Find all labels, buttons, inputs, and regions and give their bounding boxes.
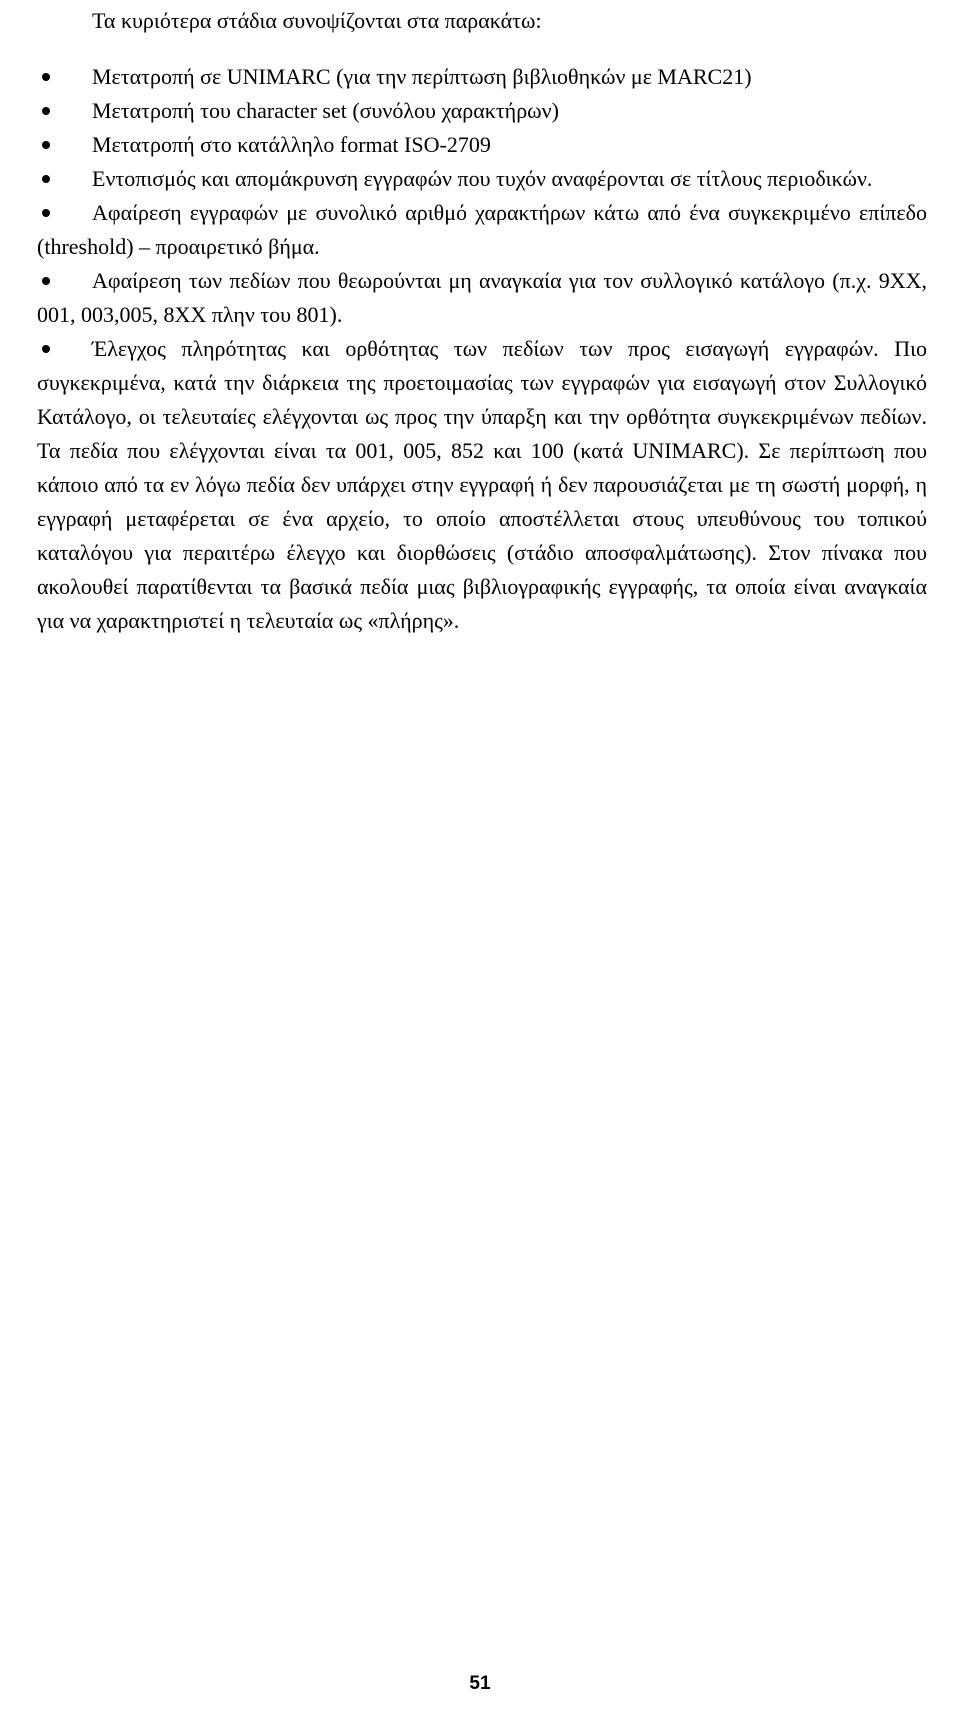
list-item (37, 128, 927, 162)
list-item (37, 162, 927, 196)
bullet-list (37, 60, 927, 638)
list-item-text: Αφαίρεση εγγραφών με συνολικό αριθμό χαρακτήρων κάτω από ένα συγκεκριμένο επίπεδο (threshold) – προαιρετικό βήμα. (37, 200, 927, 259)
list-item (37, 196, 927, 264)
list-item (37, 264, 927, 332)
page-number: 51 (469, 1673, 491, 1694)
list-item-text: Μετατροπή του character set (συνόλου χαρακτήρων) (92, 98, 559, 123)
list-item (37, 60, 927, 94)
list-item-text: Μετατροπή σε UNIMARC (για την περίπτωση βιβλιοθηκών με MARC21) (92, 64, 752, 89)
list-item-text: Εντοπισμός και απομάκρυνση εγγραφών που τυχόν αναφέρονται σε τίτλους περιοδικών. (92, 166, 873, 191)
list-item (37, 332, 927, 638)
list-item-text: Μετατροπή στο κατάλληλο format ISO-2709 (92, 132, 491, 157)
intro-text: Τα κυριότερα στάδια συνοψίζονται στα παρακάτω: (92, 8, 542, 33)
list-item-text: Αφαίρεση των πεδίων που θεωρούνται μη αναγκαία για τον συλλογικό κατάλογο (π.χ. 9XX, 001, 003,005, 8XX πλην του 801). (37, 268, 927, 327)
list-item (37, 94, 927, 128)
list-item-text: Έλεγχος πληρότητας και ορθότητας των πεδίων των προς εισαγωγή εγγραφών. Πιο συγκεκριμένα, κατά την διάρκεια της προετοιμασίας των εγγραφών για εισαγωγή στον Συλλογικό Κατάλογο, οι τελευταίες ελέγχονται ως προς την ύπαρξη και την ορθότητα συγκεκριμένων πεδίων. Τα πεδία που ελέγχονται είναι τα 001, 005, 852 και 100 (κατά UNIMARC). Σε περίπτωση που κάποιο από τα εν λόγω πεδία δεν υπάρχει στην εγγραφή ή δεν παρουσιάζεται με τη σωστή μορφή, η εγγραφή μεταφέρεται σε ένα αρχείο, το οποίο αποστέλλεται στους υπευθύνους του τοπικού καταλόγου για περαιτέρω έλεγχο και διορθώσεις (στάδιο αποσφαλμάτωσης). Στον πίνακα που ακολουθεί παρατίθενται τα βασικά πεδία μιας βιβλιογραφικής εγγραφής, τα οποία είναι αναγκαία για να χαρακτηριστεί η τελευταία ως «πλήρης». (37, 336, 927, 633)
